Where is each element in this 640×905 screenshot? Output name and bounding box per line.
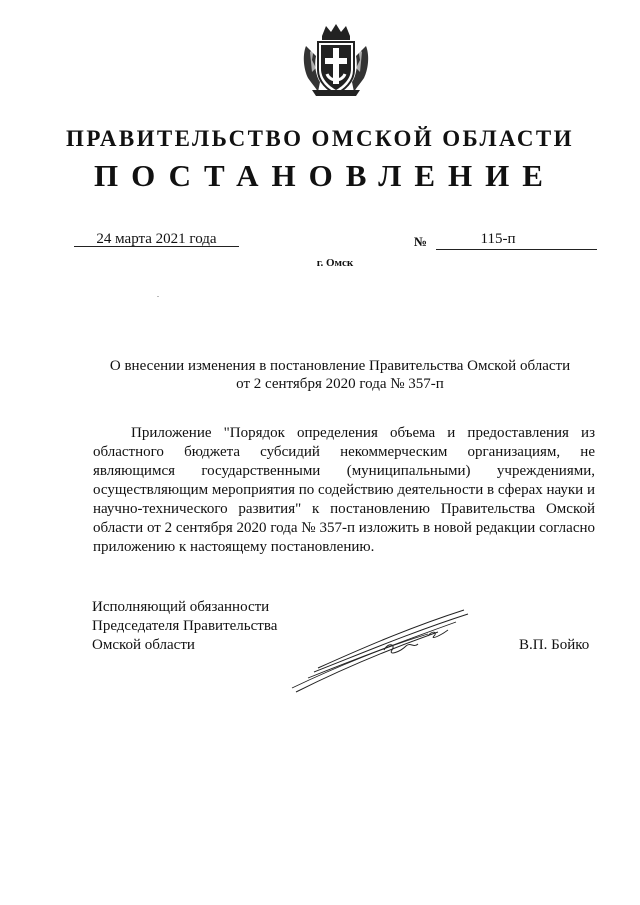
handwritten-signature: [288, 606, 473, 696]
document-subject: [80, 357, 600, 393]
signer-position-line-1: Исполняющий обязанности: [92, 599, 270, 615]
signer-position-line-2: Председателя Правительства: [92, 618, 278, 634]
scan-speck: [157, 296, 159, 297]
document-date: 24 марта 2021 года: [96, 231, 217, 247]
signer-name: В.П. Бойко: [519, 637, 590, 653]
document-number: 115-п: [480, 231, 516, 247]
signer-position-line-3: Омской области: [92, 637, 195, 653]
number-underline: [436, 249, 597, 250]
number-sign: №: [414, 234, 428, 249]
subject-line-2: от 2 сентября 2020 года № 357-п: [236, 376, 444, 392]
organization-title: ПРАВИТЕЛЬСТВО ОМСКОЙ ОБЛАСТИ: [66, 126, 574, 151]
date-underline: [74, 246, 239, 247]
city-label: г. Омск: [316, 257, 354, 269]
subject-line-1: О внесении изменения в постановление Правительства Омской области: [109, 358, 571, 374]
document-type-title: ПОСТАНОВЛЕНИЕ: [94, 158, 556, 193]
signer-position: [92, 598, 277, 655]
coat-of-arms-icon: [298, 22, 374, 98]
body-paragraph: Приложение "Порядок определения объема и предоставления из областного бюджета субсидий некоммерческим организациям, не являющимся государственными (муниципальными) учреждениями, осуществляющим мероприятия по содействию деятельности в сферах науки и научно-технического развития" к постановлению Правительства Омской области от 2 сентября 2020 года № 357-п изложить в новой редакции согласно приложению к настоящему постановлению.: [93, 425, 595, 555]
